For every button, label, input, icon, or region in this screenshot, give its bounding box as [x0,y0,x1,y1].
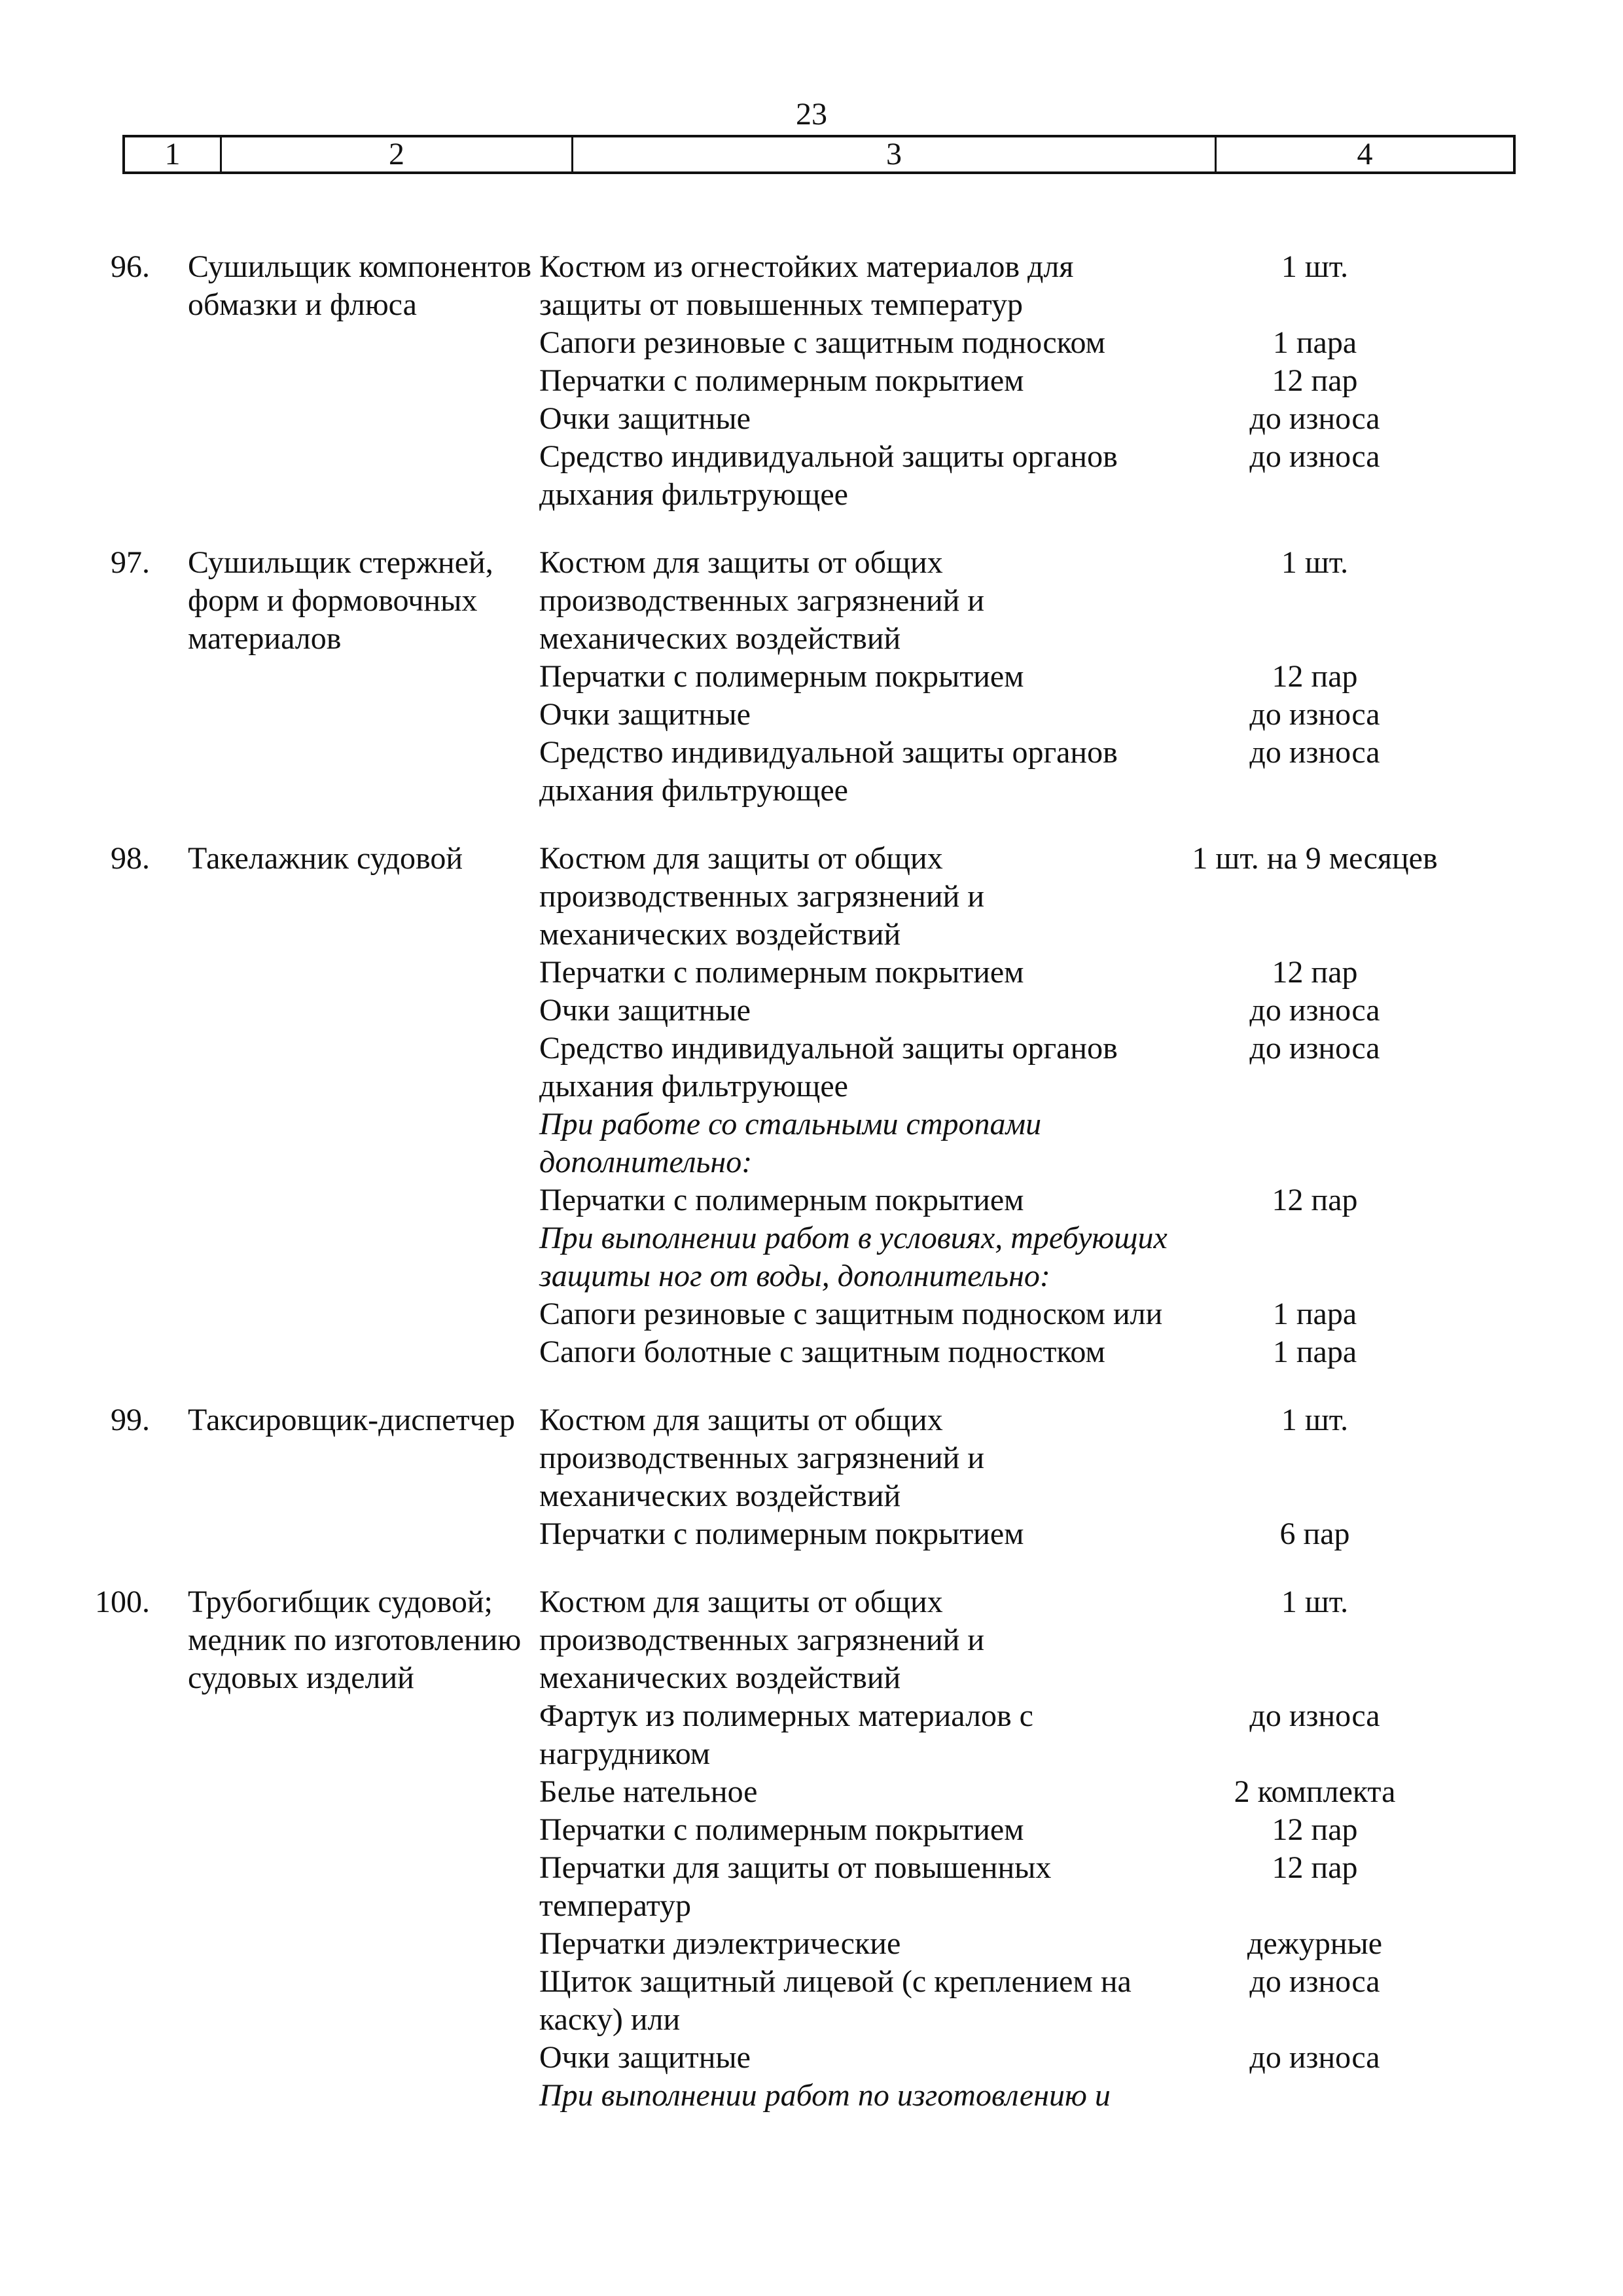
entry-number: 96. [111,249,150,284]
equipment-name: Фартук из полимерных материалов с нагрудником [539,1698,1033,1771]
issue-norm: 1 пара [1272,1335,1357,1369]
issue-norm: 12 пар [1272,955,1358,990]
issue-norm: до износа [1249,1964,1380,1999]
equipment-name: Белье нательное [539,1774,758,1809]
equipment-row [539,1583,1462,1697]
equipment-name: Очки защитные [539,993,751,1028]
issue-norm: 1 шт. [1281,249,1349,284]
equipment-name: Костюм для защиты от общих производственных загрязнений и механических воздействий [539,841,985,952]
issue-norm: до износа [1249,993,1380,1028]
issue-norm: 12 пар [1272,1183,1358,1217]
column-header-1: 1 [164,137,181,171]
equipment-row [539,734,1462,810]
equipment-row [539,2039,1462,2077]
equipment-row [539,992,1462,1030]
equipment-row [539,658,1462,696]
condition-note: При выполнении работ по изготовлению и [539,2078,1111,2113]
equipment-name: Перчатки с полимерным покрытием [539,1812,1024,1847]
equipment-name: Сапоги болотные с защитным подностком [539,1335,1105,1369]
equipment-name: Перчатки с полимерным покрытием [539,363,1024,398]
equipment-name: Щиток защитный лицевой (с креплением на каску) или [539,1964,1132,2037]
equipment-row [539,1849,1462,1925]
entry-number: 99. [111,1403,150,1437]
entry-number: 97. [111,545,150,580]
entry-row [0,840,1623,1371]
equipment-name: Перчатки диэлектрические [539,1926,901,1961]
equipment-row [539,1181,1462,1219]
issue-norm: 12 пар [1272,659,1358,694]
condition-note: При выполнении работ в условиях, требующих защиты ног от воды, дополнительно: [539,1221,1168,1293]
issue-norm [1168,1105,1462,1181]
equipment-list [539,544,1462,810]
equipment-row [539,1697,1462,1773]
issue-norm: 6 пар [1279,1516,1350,1551]
equipment-row [539,1333,1462,1371]
equipment-name: Средство индивидуальной защиты органов дыхания фильтрующее [539,735,1118,808]
issue-norm: до износа [1249,1031,1380,1066]
column-header-3: 3 [571,137,1215,171]
issue-norm: дежурные [1247,1926,1383,1961]
equipment-row [539,324,1462,362]
equipment-row [539,1925,1462,1963]
issue-norm: до износа [1249,1698,1380,1733]
issue-norm: до износа [1249,697,1380,732]
equipment-row [539,1515,1462,1553]
issue-norm [1168,2077,1462,2115]
issue-norm: 1 пара [1272,325,1357,360]
equipment-row [539,1773,1462,1811]
equipment-name: Средство индивидуальной защиты органов дыхания фильтрующее [539,1031,1118,1103]
entry-row [0,1583,1623,2115]
equipment-name: Очки защитные [539,401,751,436]
equipment-list [539,840,1462,1371]
entry-number: 98. [111,841,150,876]
entries-list [0,248,1623,2115]
equipment-name: Костюм для защиты от общих производственных загрязнений и механических воздействий [539,1403,985,1513]
issue-norm: до износа [1249,735,1380,770]
page-number: 23 [796,97,827,132]
column-header-row [122,135,1516,174]
equipment-list [539,1583,1462,2115]
condition-note: При работе со стальными стропами дополнительно: [539,1107,1042,1179]
equipment-name: Очки защитные [539,2040,751,2075]
equipment-row [539,248,1462,324]
condition-note-row [539,2077,1462,2115]
issue-norm: до износа [1249,439,1380,474]
profession-name: Таксировщик-диспетчер [188,1403,515,1437]
equipment-name: Средство индивидуальной защиты органов дыхания фильтрующее [539,439,1118,512]
equipment-name: Костюм для защиты от общих производственных загрязнений и механических воздействий [539,1585,985,1695]
equipment-row [539,954,1462,992]
equipment-row [539,1963,1462,2039]
issue-norm [1168,1219,1462,1295]
equipment-name: Сапоги резиновые с защитным подноском или [539,1297,1163,1331]
column-header-4: 4 [1215,137,1513,171]
issue-norm: 12 пар [1272,1812,1358,1847]
equipment-name: Сапоги резиновые с защитным подноском [539,325,1105,360]
issue-norm: 1 шт. [1281,545,1349,580]
equipment-name: Перчатки с полимерным покрытием [539,1516,1024,1551]
equipment-list [539,248,1462,514]
condition-note-row [539,1219,1462,1295]
issue-norm: 2 комплекта [1234,1774,1396,1809]
equipment-row [539,1811,1462,1849]
condition-note-row [539,1105,1462,1181]
entry-row [0,544,1623,810]
issue-norm: 1 шт. [1281,1585,1349,1619]
profession-name: Сушильщик компонентов обмазки и флюса [188,249,531,322]
profession-name: Трубогибщик судовой; медник по изготовлению судовых изделий [188,1585,522,1695]
issue-norm: 1 шт. на 9 месяцев [1192,841,1438,876]
entry-number: 100. [95,1585,150,1619]
equipment-name: Перчатки с полимерным покрытием [539,1183,1024,1217]
equipment-row [539,1030,1462,1105]
entry-row [0,248,1623,514]
issue-norm: до износа [1249,2040,1380,2075]
equipment-name: Костюм для защиты от общих производственных загрязнений и механических воздействий [539,545,985,656]
issue-norm: 1 пара [1272,1297,1357,1331]
equipment-name: Костюм из огнестойких материалов для защиты от повышенных температур [539,249,1074,322]
equipment-name: Очки защитные [539,697,751,732]
equipment-row [539,438,1462,514]
column-header-2: 2 [220,137,571,171]
equipment-row [539,400,1462,438]
equipment-name: Перчатки для защиты от повышенных температур [539,1850,1052,1923]
issue-norm: 12 пар [1272,1850,1358,1885]
equipment-row [539,1401,1462,1515]
issue-norm: 1 шт. [1281,1403,1349,1437]
equipment-row [539,362,1462,400]
equipment-name: Перчатки с полимерным покрытием [539,659,1024,694]
entry-row [0,1401,1623,1553]
profession-name: Сушильщик стержней, форм и формовочных материалов [188,545,493,656]
equipment-row [539,544,1462,658]
equipment-row [539,1295,1462,1333]
issue-norm: 12 пар [1272,363,1358,398]
equipment-row [539,696,1462,734]
issue-norm: до износа [1249,401,1380,436]
equipment-list [539,1401,1462,1553]
equipment-row [539,840,1462,954]
profession-name: Такелажник судовой [188,841,463,876]
equipment-name: Перчатки с полимерным покрытием [539,955,1024,990]
